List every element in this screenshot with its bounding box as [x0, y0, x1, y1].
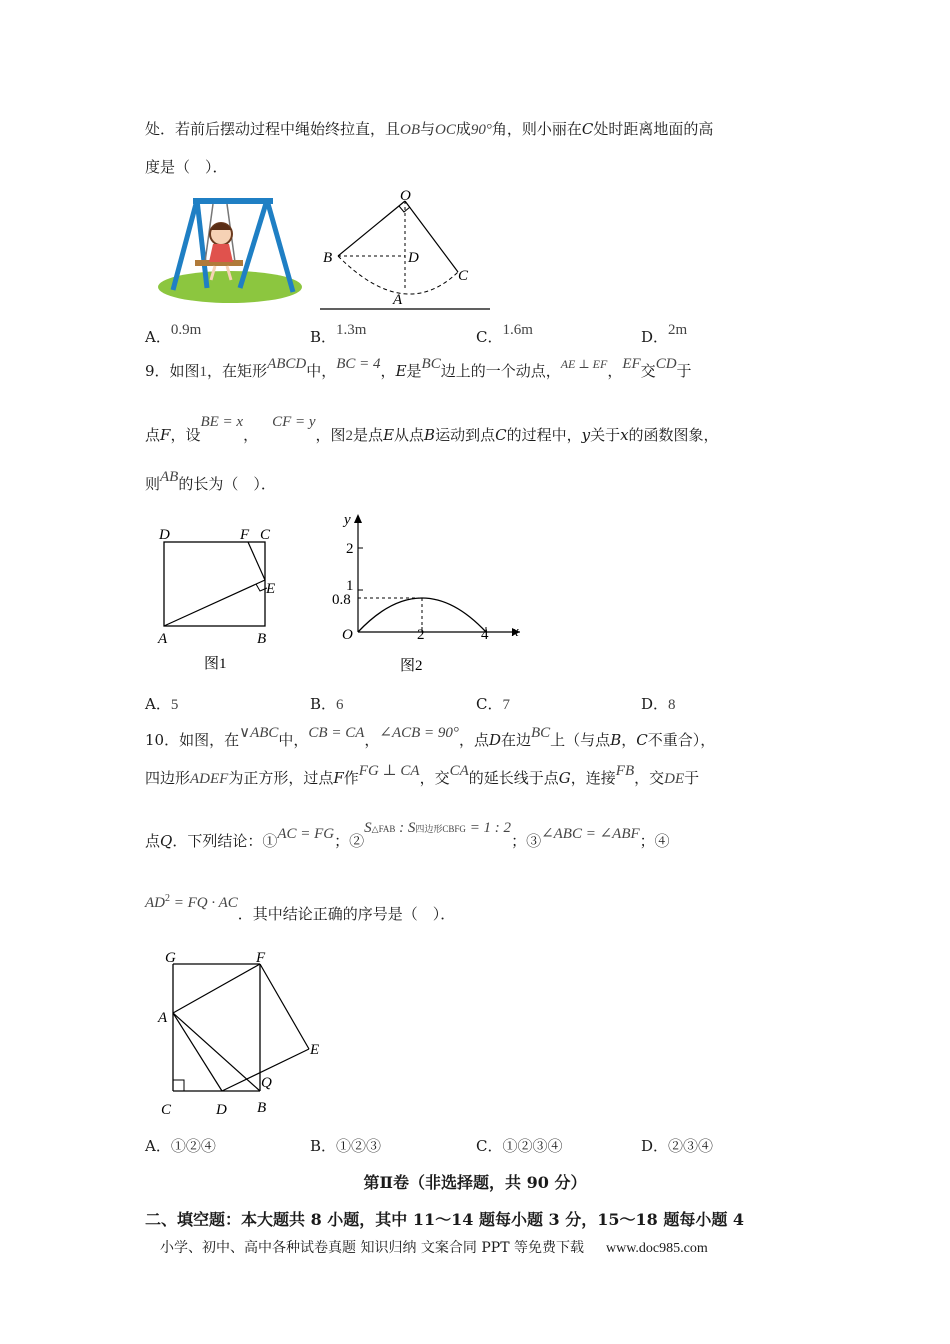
q9-option-a[interactable]: A．5 [145, 695, 179, 713]
fig2-label-y: y [344, 512, 351, 528]
fig2-tick-y08: 0.8 [332, 592, 351, 608]
q10-line1: 10．如图，在∨ABC中，CB = CA，∠ACB = 90°，点D在边BC上（与点B，C不重合）， [145, 725, 716, 749]
footer [160, 1237, 708, 1257]
q9-option-c[interactable]: C．7 [476, 695, 510, 713]
footer-text: 小学、初中、高中各种试卷真题 知识归纳 文案合同 PPT 等免费下载 [160, 1240, 584, 1256]
fig2-tick-x2: 2 [417, 627, 425, 643]
fig2-tick-x4: 4 [481, 627, 489, 643]
area-ratio: S△FAB : S四边形CBFG = 1 : 2 [364, 820, 512, 836]
q9-line3: 则AB的长为（ ）． [145, 469, 276, 493]
fig1-label-D: D [159, 527, 170, 543]
label-C: C [458, 268, 469, 284]
fig1-label-A: A [158, 631, 168, 647]
q8-line2: 度是（ ）． [145, 158, 228, 176]
label-A: A [393, 292, 403, 308]
q10-line2: 四边形ADEF为正方形，过点F作FG ⊥ CA，交CA的延长线于点G，连接FB，交DE于 [145, 763, 700, 787]
section-title: 第Ⅱ卷（非选择题，共 90 分） [363, 1173, 587, 1192]
q9-option-b[interactable]: B．6 [310, 695, 344, 713]
q9-option-d[interactable]: D．8 [641, 695, 676, 713]
fig2-caption: 图2 [400, 658, 423, 674]
fig2-label-x: x [512, 624, 519, 640]
q10-line3: 点Q．下列结论：①AC = FG；②S△FAB : S四边形CBFG = 1 : 2；③∠ABC = ∠ABF；④ [145, 820, 670, 850]
fig1-label-C: C [260, 527, 271, 543]
q8-line1: 处．若前后摆动过程中绳始终拉直，且OB与OC成90°角，则小丽在C处时距离地面的高 [145, 120, 714, 138]
q8-option-d[interactable]: D．2m [641, 322, 688, 346]
q10-option-a[interactable]: A．①②④ [145, 1137, 216, 1155]
fig1-label-F: F [240, 527, 250, 543]
q8-geometry-figure [318, 188, 498, 313]
q10-label-C: C [161, 1102, 172, 1118]
q10-label-E: E [310, 1042, 320, 1058]
fig2-label-O: O [342, 627, 353, 643]
q10-geometry-figure [155, 942, 335, 1120]
q10-label-D: D [216, 1102, 227, 1118]
q8-option-b[interactable]: B．1.3m [310, 322, 367, 346]
q10-option-d[interactable]: D．②③④ [641, 1137, 714, 1155]
q10-label-F: F [256, 950, 266, 966]
q10-label-A: A [158, 1010, 168, 1026]
q9-line1: 9．如图1，在矩形ABCD中，BC = 4，E是BC边上的一个动点，$^{AE \perp EF}$，EF交CD于 [145, 356, 692, 380]
fig1-label-E: E [266, 581, 276, 597]
q8-option-c[interactable]: C．1.6m [476, 322, 533, 346]
q10-line4: $AD^2$ = FQ · AC．其中结论正确的序号是（ ）． [145, 893, 456, 923]
label-D: D [408, 250, 419, 266]
fig2-tick-y2: 2 [346, 541, 354, 557]
q9-figure-2 [328, 508, 528, 676]
q8-option-a[interactable]: A．0.9m [145, 322, 202, 346]
q10-label-Q: Q [261, 1075, 272, 1091]
swing-illustration [155, 192, 305, 304]
q10-option-b[interactable]: B．①②③ [310, 1137, 382, 1155]
label-O: O [400, 188, 411, 204]
label-B: B [323, 250, 333, 266]
fig1-label-B: B [257, 631, 267, 647]
fig1-caption: 图1 [204, 656, 227, 672]
section-part2-heading: 二、填空题：本大题共 8 小题，其中 11～14 题每小题 3 分，15～18 题每小题 4 [145, 1210, 745, 1229]
conclusion-4: $AD^2$ = FQ · AC [145, 893, 238, 911]
q10-label-B: B [257, 1100, 267, 1116]
footer-url[interactable]: www.doc985.com [605, 1241, 708, 1256]
q10-label-G: G [165, 950, 176, 966]
q9-figure-1 [150, 520, 285, 675]
q9-line2: 点F，设BE = x，CF = y，图2是点E从点B运动到点C的过程中，y关于x的函数图象， [145, 414, 719, 444]
q10-option-c[interactable]: C．①②③④ [476, 1137, 563, 1155]
fig2-tick-y1: 1 [346, 578, 354, 594]
